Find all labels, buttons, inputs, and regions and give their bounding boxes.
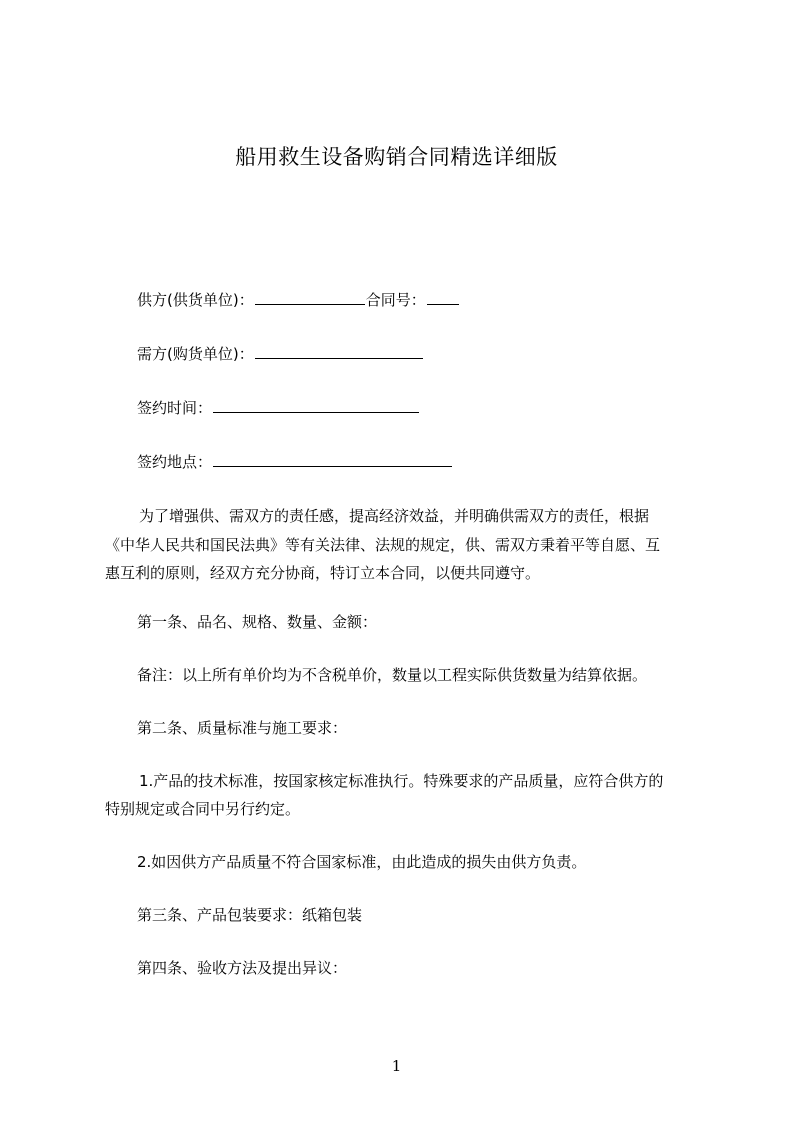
sign-time-blank: [213, 398, 419, 413]
page-number: 1: [391, 1057, 402, 1075]
intro-line-2: 《中华人民共和国民法典》等有关法律、法规的规定，供、需双方秉着平等自愿、互: [105, 536, 661, 554]
sign-place-label: 签约地点：: [137, 453, 213, 471]
sign-place-line: [137, 452, 737, 472]
article-1-heading: 第一条、品名、规格、数量、金额：: [137, 613, 378, 631]
buyer-line: [137, 344, 737, 364]
document-title: 船用救生设备购销合同精选详细版: [235, 145, 558, 169]
article-4-heading: 第四条、验收方法及提出异议：: [137, 959, 348, 977]
supplier-blank: [255, 290, 365, 305]
item-2-text: 2.如因供方产品质量不符合国家标准，由此造成的损失由供方负责。: [137, 853, 587, 871]
contract-no-blank: [427, 290, 459, 305]
buyer-blank: [255, 344, 423, 359]
intro-line-1: 为了增强供、需双方的责任感，提高经济效益，并明确供需双方的责任，根据: [139, 507, 650, 525]
buyer-label: 需方(购货单位)：: [137, 345, 254, 363]
remark-text: 备注：以上所有单价均为不含税单价，数量以工程实际供货数量为结算依据。: [137, 666, 648, 684]
article-2-heading: 第二条、质量标准与施工要求：: [137, 719, 348, 737]
supplier-line: [137, 290, 737, 310]
item-1-line-1: 1.产品的技术标准，按国家核定标准执行。特殊要求的产品质量，应符合供方的: [139, 772, 664, 790]
sign-place-blank: [213, 452, 452, 467]
contract-no-label: 合同号：: [365, 291, 426, 309]
item-1-line-2: 特别规定或合同中另行约定。: [105, 800, 301, 818]
sign-time-line: [137, 398, 737, 418]
intro-line-3: 惠互利的原则，经双方充分协商，特订立本合同，以便共同遵守。: [105, 564, 541, 582]
supplier-label: 供方(供货单位)：: [137, 291, 254, 309]
sign-time-label: 签约时间：: [137, 399, 213, 417]
article-3-heading: 第三条、产品包装要求：纸箱包装: [137, 906, 363, 924]
